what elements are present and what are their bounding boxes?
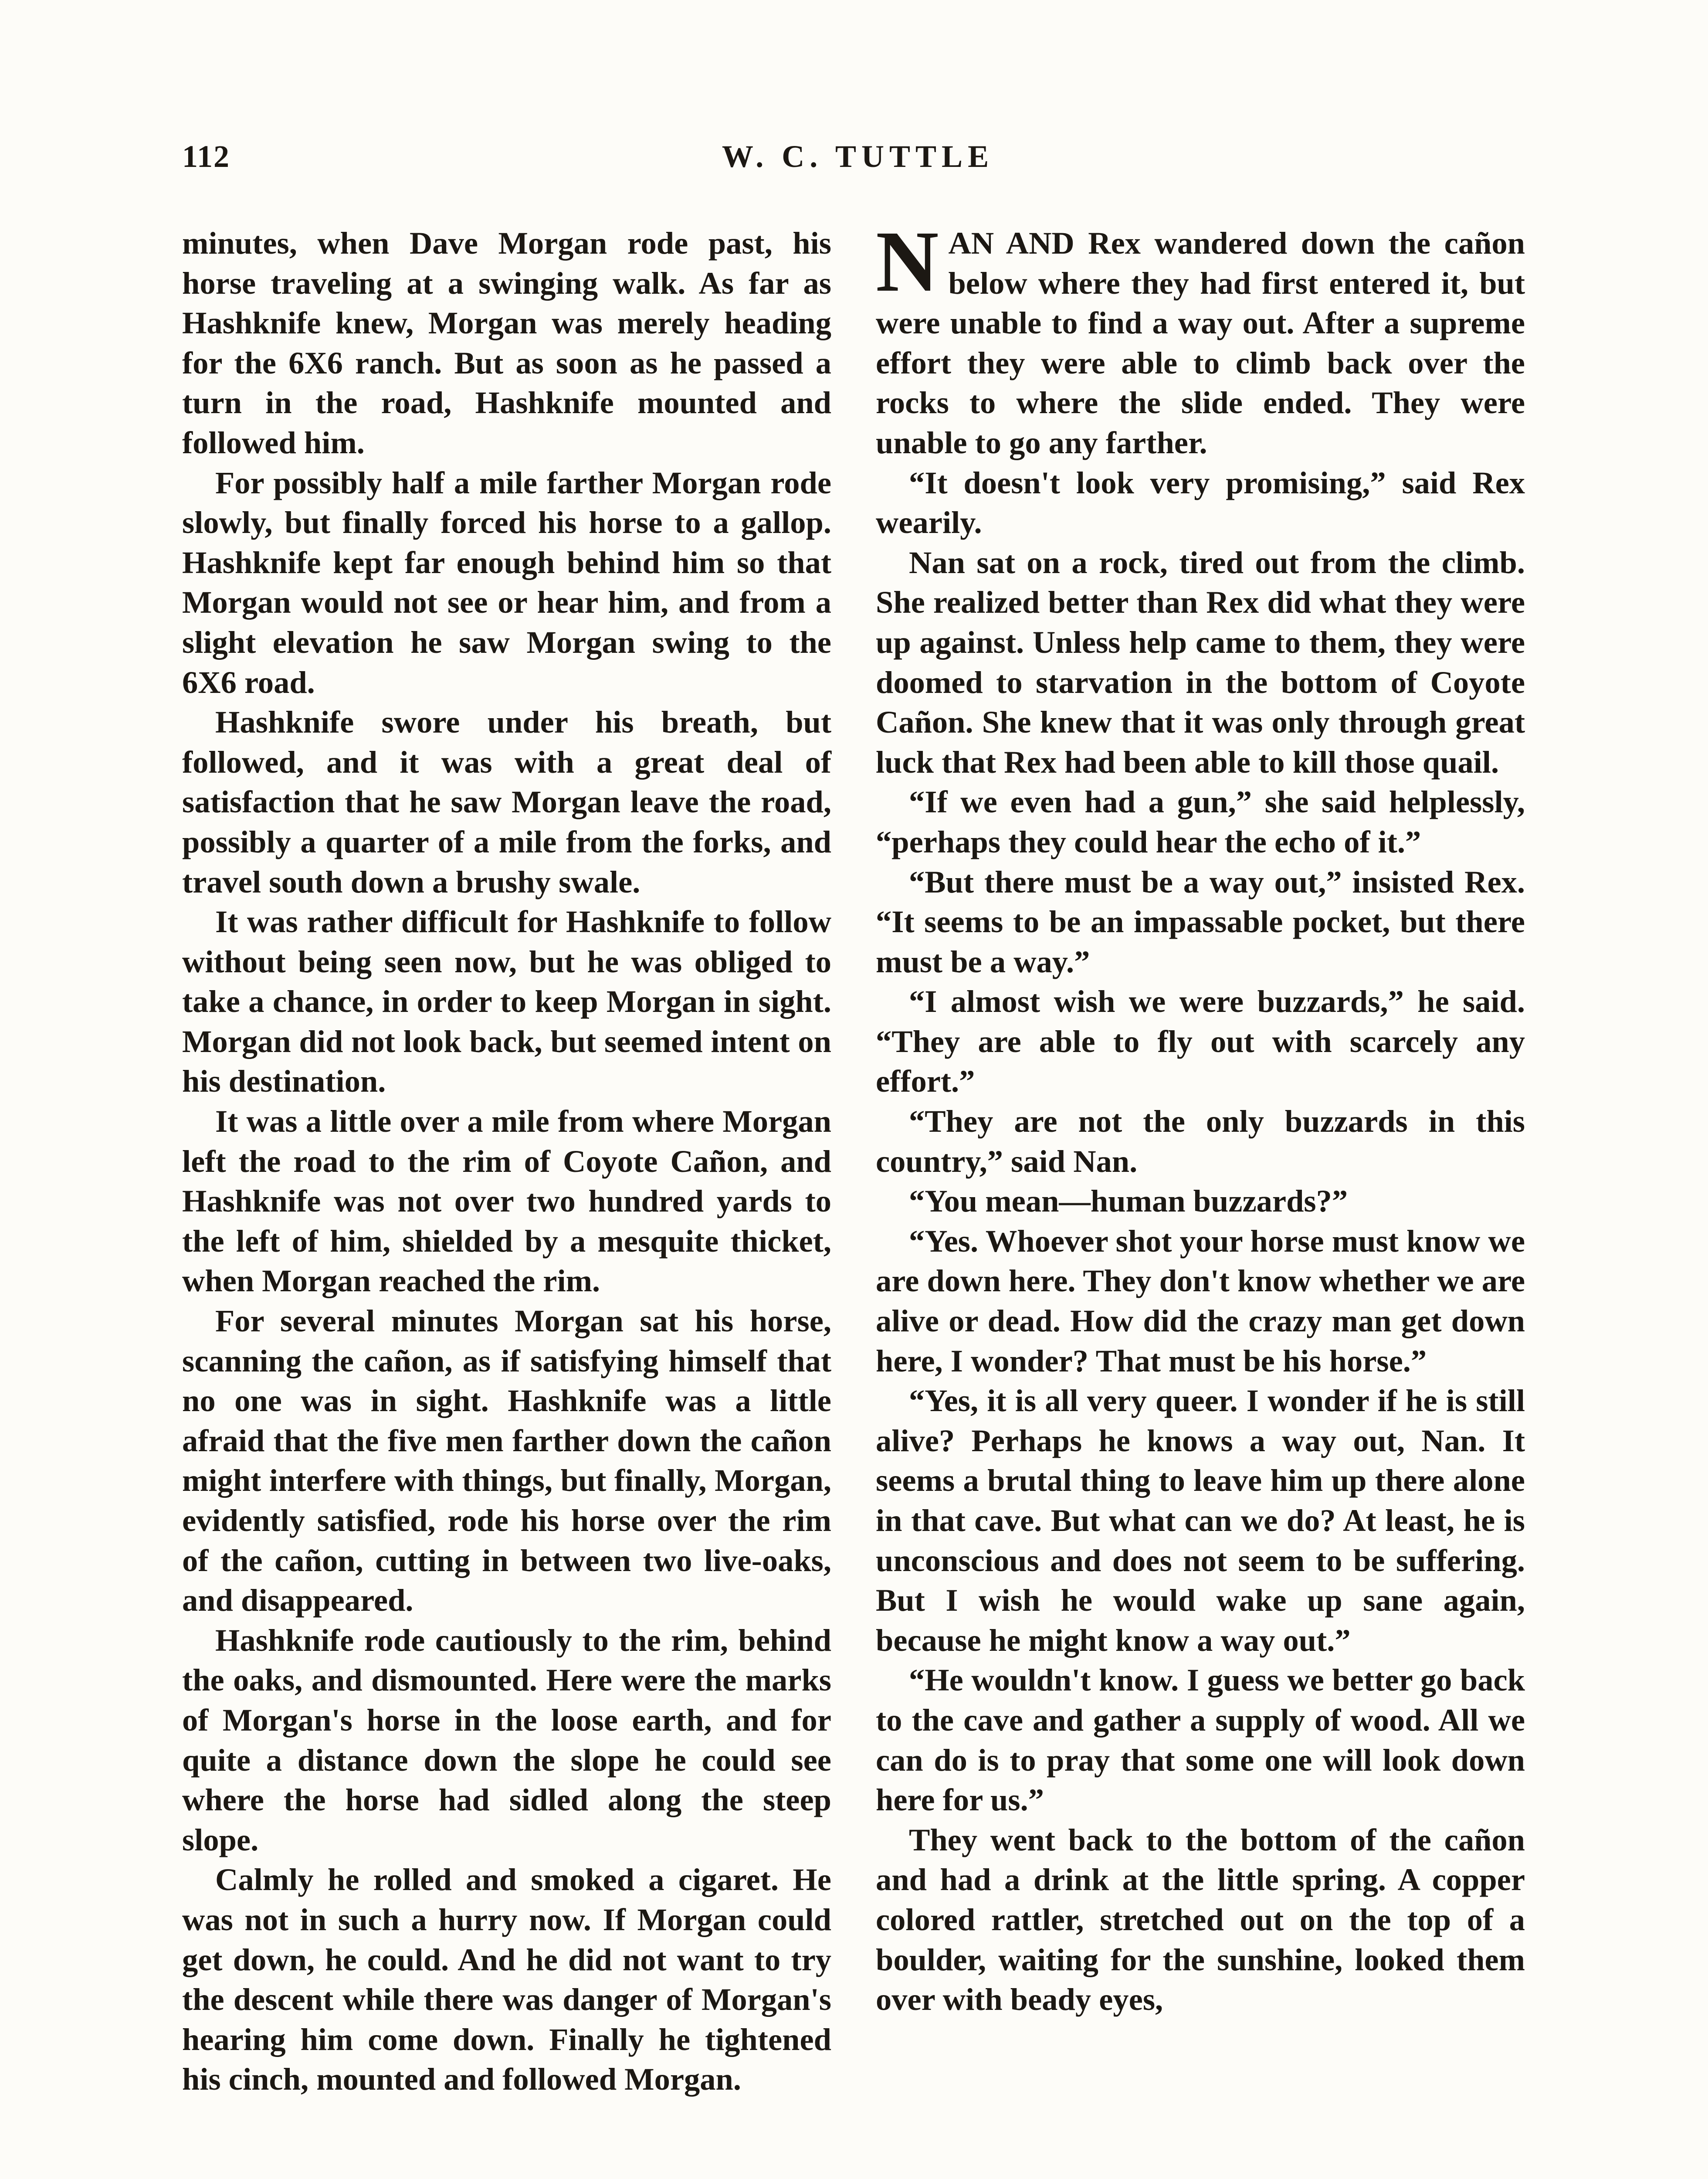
paragraph: “I almost wish we were buzzards,” he said. “They are able to fly out with scarcely any effort.” [876,984,1525,1099]
paragraph: Nan sat on a rock, tired out from the climb. She realized better than Rex did what they were up against. Unless help came to them, they were doomed to starvation in the bottom of Coyote Cañon. She knew that it was only through great luck that Rex had been able to kill those quail. [876,544,1525,780]
paragraph: For possibly half a mile farther Morgan rode slowly, but finally forced his horse to a gallop. Hashknife kept far enough behind him so that Morgan would not see or hear him, and from a slight elevation he saw Morgan swing to the 6X6 road. [182,465,831,700]
paragraph: “They are not the only buzzards in this country,” said Nan. [876,1103,1525,1179]
opening-paragraph [876,214,1525,463]
paragraph: “Yes, it is all very queer. I wonder if he is still alive? Perhaps he knows a way out, Nan. It seems a brutal thing to leave him up there alone in that cave. But what can we do? At least, he is unconscious and does not seem to be suffering. But I wish he would wake up sane again, because he might know a way out.” [876,1383,1525,1658]
opening-smallcaps: AN AND [948,225,1074,261]
opening-text: Rex wandered down the cañon below where they had first entered it, but were unable to find a way out. After a supreme effort they were able to climb back over the rocks to where the slide ended. They were unable to go any farther. [876,225,1525,460]
paragraph: minutes, when Dave Morgan rode past, his horse traveling at a swinging walk. As far as Hashknife knew, Morgan was merely heading for the 6X6 ranch. But as soon as he passed a turn in the road, Hashknife mounted and followed him. [182,225,831,460]
paragraph: “It doesn't look very promising,” said Rex wearily. [876,465,1525,540]
paragraph: “If we even had a gun,” she said helplessly, “perhaps they could hear the echo of it.” [876,784,1525,859]
paragraph: They went back to the bottom of the cañon and had a drink at the little spring. A copper colored rattler, stretched out on the top of a boulder, waiting for the sunshine, looked them over with beady eyes, [876,1822,1525,2017]
paragraph: Calmly he rolled and smoked a cigaret. He was not in such a hurry now. If Morgan could get down, he could. And he did not want to try the descent while there was danger of Morgan's hearing him come down. Finally he tightened his cinch, mounted and followed Morgan. [182,1862,831,2097]
paragraph: Hashknife rode cautiously to the rim, behind the oaks, and dismounted. Here were the marks of Morgan's horse in the loose earth, and for quite a distance down the slope he could see where the horse had sidled along the steep slope. [182,1622,831,1857]
paragraph: “Yes. Whoever shot your horse must know we are down here. They don't know whether we are alive or dead. How did the crazy man get down here, I wonder? That must be his horse.” [876,1223,1525,1378]
paragraph: It was a little over a mile from where Morgan left the road to the rim of Coyote Cañon, and Hashknife was not over two hundred yards to the left of him, shielded by a mesquite thicket, when Morgan reached the rim. [182,1103,831,1299]
page-number: 112 [182,139,230,174]
paragraph: “He wouldn't know. I guess we better go back to the cave and gather a supply of wood. All we can do is to pray that some one will look down here for us.” [876,1662,1525,1818]
paragraph: “But there must be a way out,” insisted Rex. “It seems to be an impassable pocket, but there must be a way.” [876,864,1525,979]
page-header [182,139,1534,191]
drop-cap: N [876,214,939,310]
paragraph: It was rather difficult for Hashknife to follow without being seen now, but he was obliged to take a chance, in order to keep Morgan in sight. Morgan did not look back, but seemed intent on his destination. [182,904,831,1099]
paragraph: Hashknife swore under his breath, but followed, and it was with a great deal of satisfaction that he saw Morgan leave the road, possibly a quarter of a mile from the forks, and travel south down a brushy swale. [182,704,831,899]
right-text-column [876,214,1525,2019]
running-head-author: W. C. TUTTLE [722,139,994,174]
paragraph: “You mean—human buzzards?” [909,1183,1348,1219]
paragraph: For several minutes Morgan sat his horse, scanning the cañon, as if satisfying himself that no one was in sight. Hashknife was a little afraid that the five men farther down the cañon might interfere with things, but finally, Morgan, evidently satisfied, rode his horse over the rim of the cañon, cutting in between two live-oaks, and disappeared. [182,1303,831,1618]
left-text-column [182,223,831,2099]
